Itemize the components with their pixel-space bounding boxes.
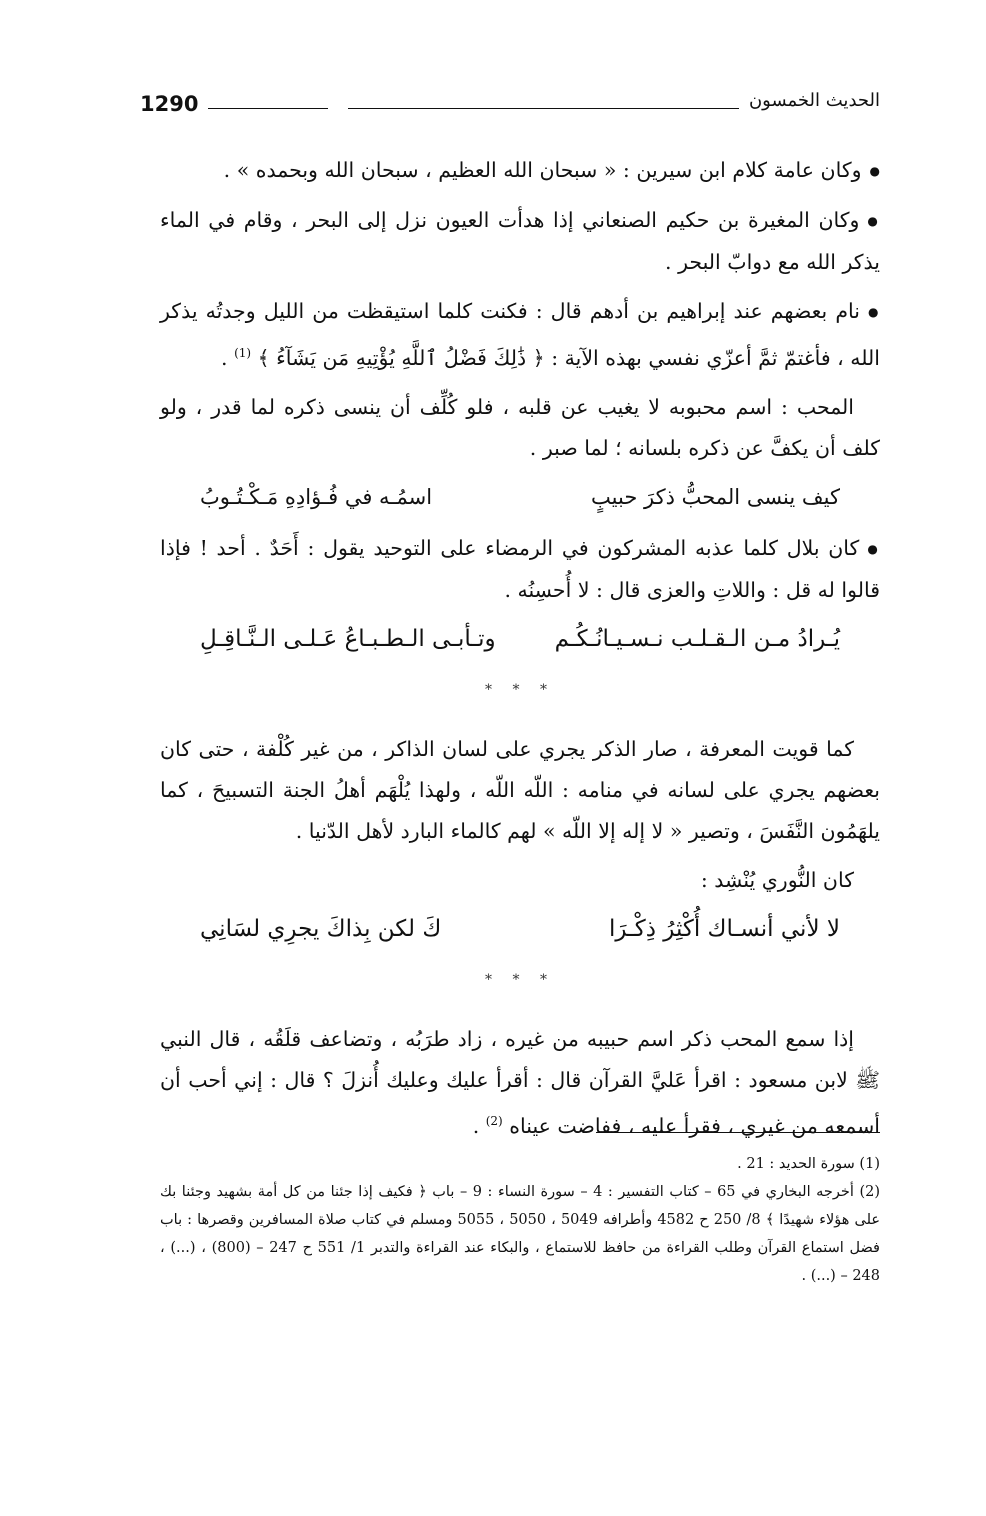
verse-second-hemistich: اسمُـه في فُـؤادِهِ مَـكْـتُـوبُ [200, 484, 433, 509]
paragraph-nuri [160, 860, 880, 901]
page-header [140, 92, 880, 122]
paragraph-ibn-sirin [160, 150, 880, 192]
paragraph-text-end: . [221, 345, 235, 370]
paragraph-text: كان بلال كلما عذبه المشركون في الرمضاء على التوحيد يقول : أَحَدٌ . أحد ! فإذا قالوا له قل : واللاتِ والعزى قال : لا أُحسِنُه . [160, 535, 880, 602]
poem-verse-1 [160, 477, 880, 518]
paragraph-text: كما قويت المعرفة ، صار الذكر يجري على لسان الذاكر ، من غير كُلْفة ، حتى كان بعضهم يجري على لسانه في منامه : اللّه اللّه ، ولهذا يُلْهَم أهلُ الجنة التسبيحَ ، كما يلهَمُون النَّفَسَ ، وتصير « لا إله إلا اللّه » لهم كالماء البارد لأهل الدّنيا . [160, 736, 880, 843]
footnote-2: (2) أخرجه البخاري في 65 – كتاب التفسير : 4 – سورة النساء : 9 – باب ﴿ فكيف إذا جئنا من كل أمة بشهيد وجئنا بك على هؤلاء شهيدًا ﴾ 8/ 250 ح 4582 وأطرافه 5049 ، 5050 ، 5055 ومسلم في كتاب صلاة المسافرين وقصرها : باب فضل استماع القرآن وطلب القراءة من حافظ للاستماع ، والبكاء عند القراءة والتدبر 1/ 551 ح 247 – (800) ، (...) ، 248 – (...) . [160, 1184, 881, 1284]
verse-second-hemistich: كَ لكن بِذاكَ يجرِي لسَانِي [200, 915, 442, 942]
paragraph-bilal [160, 528, 880, 611]
paragraph-muhib [160, 387, 880, 469]
footnote-ref-1: (1) [234, 346, 252, 360]
section-separator: * * * [485, 971, 555, 988]
poem-verse-3 [160, 909, 880, 950]
footnote-1: (1) سورة الحديد : 21 . [737, 1156, 880, 1172]
paragraph-ibrahim-ibn-adham [160, 291, 880, 379]
header-rule-short [208, 108, 328, 109]
paragraph-text: المحب : اسم محبوبه لا يغيب عن قلبه ، فلو كُلِّف أن ينسى ذكره لما قدر ، ولو كلف أن يكفَّ عن ذكره بلسانه ؛ لما صبر . [160, 394, 880, 460]
paragraph-text: وكان عامة كلام ابن سيرين : « سبحان الله العظيم ، سبحان الله وبحمده » . [223, 158, 862, 182]
paragraph-ibn-masud [160, 1019, 880, 1147]
footnote-separator [596, 1132, 880, 1133]
paragraph-marifa [160, 729, 880, 852]
verse-first-hemistich: يُـرادُ مـن الـقـلـب نـسـيـانُـكُـم [554, 625, 840, 652]
poem-verse-2 [160, 619, 880, 660]
running-title: الحديث الخمسون [739, 90, 880, 111]
paragraph-text: وكان المغيرة بن حكيم الصنعاني إذا هدأت العيون نزل إلى البحر ، وقام في الماء يذكر الله مع دوابّ البحر . [160, 208, 880, 274]
paragraph-mughira [160, 200, 880, 283]
page-number: 1290 [140, 92, 199, 116]
paragraph-text: نام بعضهم عند إبراهيم بن أدهم قال : فكنت كلما استيقظت من الليل وجدتُه يذكر الله ، فأغتمّ ثمَّ أعزّي نفسي بهذه الآية : [160, 299, 880, 370]
verse-second-hemistich: وتـأبـى الـطـبـاعُ عَـلـى الـنَّـاقِـلِ [200, 625, 496, 652]
footnote-ref-2: (2) [485, 1113, 503, 1128]
paragraph-text: كان النُّوري يُنْشِد : [700, 867, 854, 892]
section-separator: * * * [485, 681, 555, 698]
footnotes [160, 1150, 880, 1290]
main-text [160, 150, 880, 1155]
verse-first-hemistich: كيف ينسى المحبُّ ذكرَ حبيبٍ [591, 484, 840, 509]
paragraph-text: إذا سمع المحب ذكر اسم حبيبه من غيره ، زاد طرَبُه ، وتضاعف قلَقُه ، قال النبي ﷺ لابن مسعود : اقرأ عَليَّ القرآن قال : أقرأ عليك وعليك أُنزلَ ؟ قال : إني أحب أن أسمعه من غيري ، فقرأ عليه ، ففاضت عيناه [160, 1026, 880, 1138]
quran-verse: ﴿ ذَٰلِكَ فَضْلُ ٱللَّهِ يُؤْتِيهِ مَن يَشَآءُ ﴾ [257, 345, 545, 370]
paragraph-text-end: . [472, 1113, 486, 1138]
verse-first-hemistich: لا لأني أنسـاك أُكْثِرُ ذِكْـرَا [608, 915, 840, 942]
